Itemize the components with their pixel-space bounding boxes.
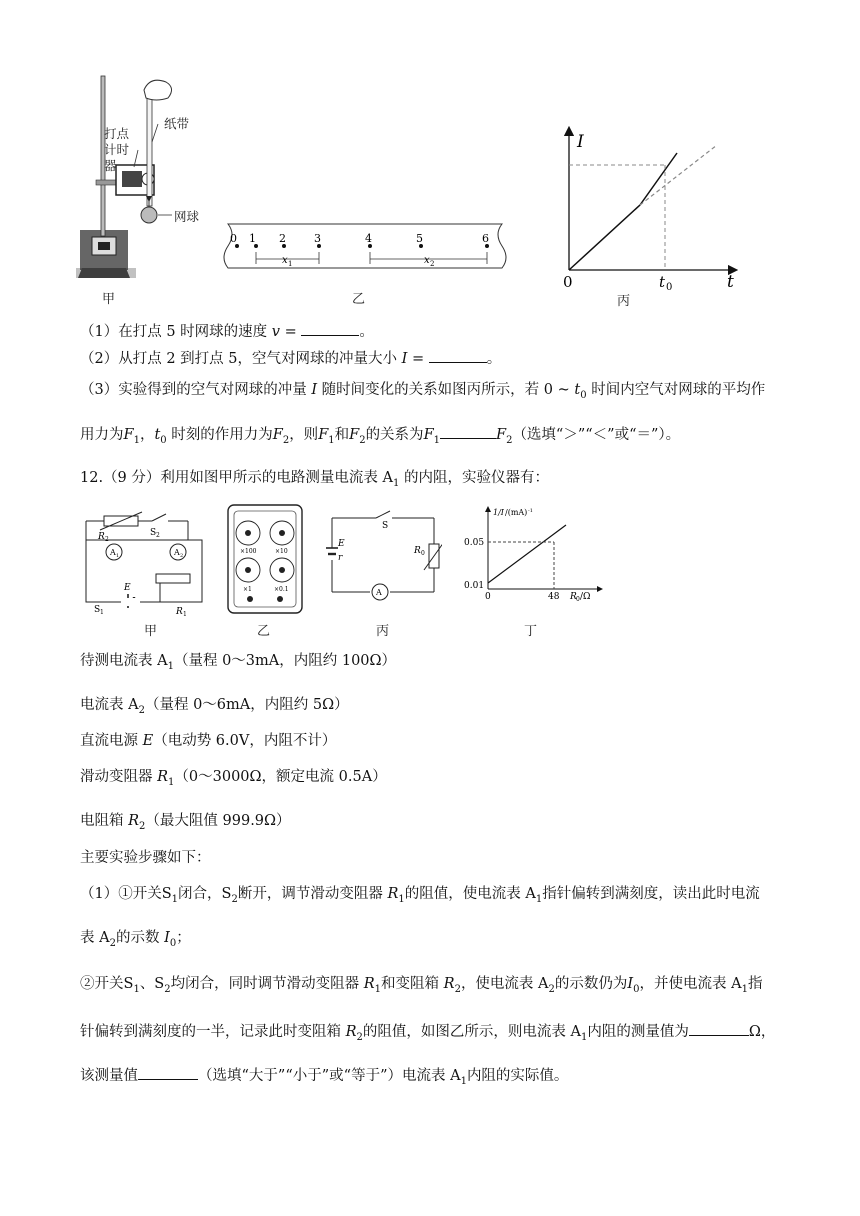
caption-q12-bing: 丙 — [376, 624, 390, 639]
svg-text:1: 1 — [116, 553, 120, 559]
tape-point-4: 4 — [365, 232, 372, 245]
fig-ding-graph — [462, 505, 604, 605]
svg-text:0.05: 0.05 — [464, 538, 485, 548]
caption-q12-yi: 乙 — [257, 624, 271, 639]
svg-text:0: 0 — [576, 596, 580, 603]
step2-line2: 针偏转到满刻度的一半，记录此时变阻箱 $R_2$的阻值，如图乙所示，则电流表 $A_1$内阻的测量值为 Ω， — [80, 1021, 775, 1048]
tape-x1: x — [282, 255, 288, 266]
caption-bing-1: 丙 — [617, 294, 631, 309]
caption-q12-ding: 丁 — [524, 624, 538, 639]
tape-point-6: 6 — [482, 232, 489, 245]
answer-blank[interactable] — [689, 1021, 749, 1036]
label-ball: 网球 — [174, 209, 200, 224]
svg-text:E: E — [124, 583, 131, 593]
svg-text:2: 2 — [180, 553, 184, 559]
svg-text:R: R — [414, 546, 421, 556]
svg-text:S: S — [94, 605, 101, 615]
steps-title: 主要实验步骤如下： — [80, 850, 211, 866]
svg-text:0: 0 — [421, 550, 425, 557]
answer-blank[interactable] — [138, 1065, 198, 1080]
svg-text:×100: ×100 — [240, 548, 257, 555]
step2-line1: ②开关$S_1$、$S_2$均闭合，同时调节滑动变阻器 $R_1$和变阻箱 $R_2$，使电流表 $A_2$的示数仍为$I_0$，并使电流表 $A_1$指 — [80, 976, 763, 995]
svg-text:S: S — [382, 521, 389, 531]
label-tape: 纸带 — [164, 116, 190, 131]
instrument-source: 直流电源 E（电动势 6.0V，内阻不计） — [80, 733, 337, 749]
caption-jia-1: 甲 — [102, 292, 116, 307]
answer-blank[interactable] — [301, 321, 359, 336]
tape-x2-sub: 2 — [430, 260, 435, 268]
svg-text:A: A — [110, 548, 116, 557]
instrument-a2: 电流表 $A_2$（量程 0～6mA，内阻约 5Ω） — [80, 697, 349, 716]
svg-text:R: R — [98, 532, 105, 542]
tape-point-3: 3 — [314, 232, 321, 245]
q11-part3-line1: （3）实验得到的空气对网球的冲量 I 随时间变化的关系如图丙所示，若 0 ~ $t_0$ 时间内空气对网球的平均作 — [80, 382, 766, 401]
fig-yi-resistance-box — [226, 503, 304, 615]
step2-line3: 该测量值 （选填“大于”“小于”或“等于”）电流表 $A_1$内阻的实际值。 — [80, 1065, 568, 1092]
svg-text:1: 1 — [100, 609, 104, 616]
svg-text:-1: -1 — [528, 508, 533, 514]
fig-bing-graph — [555, 125, 745, 300]
instrument-a1: 待测电流表 $A_1$（量程 0～3mA，内阻约 100Ω） — [80, 653, 397, 672]
answer-blank[interactable] — [440, 424, 496, 439]
fig-yi-tape — [220, 222, 510, 272]
tape-point-5: 5 — [416, 232, 423, 245]
svg-text:A: A — [376, 588, 382, 597]
q12-header: 12.（9 分）利用如图甲所示的电路测量电流表 $A_1$ 的内阻，实验仪器有： — [80, 470, 549, 489]
bing-t0: t — [659, 273, 666, 291]
answer-blank[interactable] — [429, 348, 487, 363]
bing-t0-sub: 0 — [666, 282, 673, 293]
svg-text:2: 2 — [156, 532, 160, 539]
q11-part3-line2: 用力为$F_1$，$t_0$ 时刻的作用力为$F_2$，则$F_1$和$F_2$的关系为$F_1$ $F_2$（选填“＞”“＜”或“＝”）。 — [80, 424, 680, 451]
instrument-box: 电阻箱 $R_2$（最大阻值 999.9Ω） — [80, 813, 291, 832]
svg-text:/(mA): /(mA) — [505, 508, 528, 517]
svg-text:48: 48 — [548, 592, 560, 602]
label-timer: 打点计时器 — [104, 126, 130, 173]
svg-text:S: S — [150, 528, 157, 538]
bing-x-label: t — [727, 272, 734, 292]
svg-text:1: 1 — [183, 611, 187, 618]
fig-jia-circuit — [76, 508, 216, 618]
bing-y-label: I — [577, 132, 584, 152]
step1-line1: （1）①开关$S_1$闭合，$S_2$断开，调节滑动变阻器 $R_1$的阻值，使电流表 $A_1$指针偏转到满刻度，读出此时电流 — [80, 886, 760, 905]
svg-text:×1: ×1 — [243, 586, 252, 593]
bing-origin: 0 — [563, 273, 573, 291]
svg-text:r: r — [338, 553, 343, 563]
tape-x2: x — [424, 255, 430, 266]
svg-text:2: 2 — [105, 536, 109, 543]
caption-q12-jia: 甲 — [144, 624, 158, 639]
svg-text:/Ω: /Ω — [580, 592, 591, 602]
tape-point-1: 1 — [249, 232, 256, 245]
tape-point-2: 2 — [279, 232, 286, 245]
q11-part1: （1）在打点 5 时网球的速度 v = 。 — [80, 321, 374, 342]
tape-x1-sub: 1 — [288, 260, 293, 268]
tape-point-0: 0 — [230, 232, 237, 245]
svg-text:0: 0 — [485, 592, 491, 602]
svg-text:×0.1: ×0.1 — [274, 586, 289, 593]
instrument-rheostat: 滑动变阻器 $R_1(0\sim 3000\Omega$，额定电流 0.5A） — [80, 769, 387, 788]
step1-line2: 表 $A_2$的示数 $I_0$； — [80, 930, 191, 949]
svg-text:R: R — [176, 607, 183, 617]
fig-bing-circuit — [326, 508, 442, 612]
svg-text:R: R — [570, 592, 577, 602]
svg-text:A: A — [174, 548, 180, 557]
svg-text:0.01: 0.01 — [464, 581, 485, 591]
svg-text:E: E — [338, 539, 345, 549]
caption-yi-1: 乙 — [352, 292, 366, 307]
svg-text:1/I: 1/I — [493, 508, 504, 517]
svg-text:×10: ×10 — [275, 548, 288, 555]
fig-jia-apparatus — [76, 72, 206, 294]
q11-part2: （2）从打点 2 到打点 5，空气对网球的冲量大小 I = 。 — [80, 348, 501, 369]
